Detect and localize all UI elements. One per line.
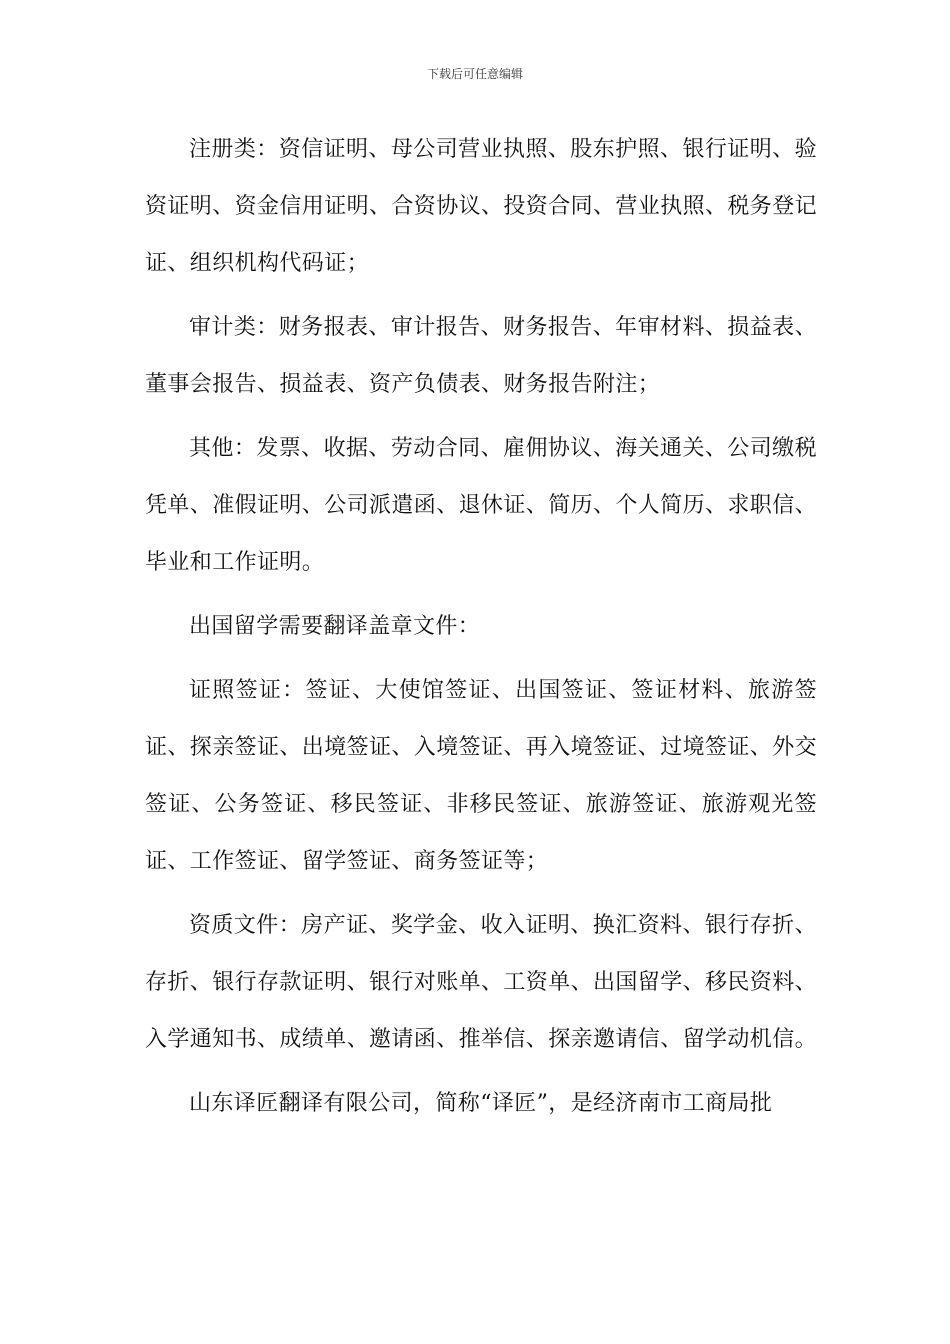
page-header-note: 下载后可任意编辑 bbox=[426, 67, 523, 81]
paragraph-qualification: 资质文件：房产证、奖学金、收入证明、换汇资料、银行存折、存折、银行存款证明、银行对账单、工资单、出国留学、移民资料、入学通知书、成绩单、邀请函、推举信、探亲邀请信、留学动机信。 bbox=[145, 913, 818, 1052]
paragraph-registration: 注册类：资信证明、母公司营业执照、股东护照、银行证明、验资证明、资金信用证明、合资协议、投资合同、营业执照、税务登记证、组织机构代码证； bbox=[145, 137, 818, 276]
paragraph-other: 其他：发票、收据、劳动合同、雇佣协议、海关通关、公司缴税凭单、准假证明、公司派遣函、退休证、简历、个人简历、求职信、毕业和工作证明。 bbox=[145, 436, 818, 575]
paragraph-visa: 证照签证：签证、大使馆签证、出国签证、签证材料、旅游签证、探亲签证、出境签证、入境签证、再入境签证、过境签证、外交签证、公务签证、移民签证、非移民签证、旅游签证、旅游观光签证、工作签证、留学签证、商务签证等； bbox=[145, 678, 818, 874]
paragraph-study-abroad-heading: 出国留学需要翻译盖章文件： bbox=[189, 614, 481, 639]
paragraph-company-intro: 山东译匠翻译有限公司，简称“译匠”，是经济南市工商局批 bbox=[189, 1091, 773, 1116]
document-body bbox=[145, 121, 817, 1132]
paragraph-audit: 审计类：财务报表、审计报告、财务报告、年审材料、损益表、董事会报告、损益表、资产负债表、财务报告附注； bbox=[145, 315, 817, 397]
